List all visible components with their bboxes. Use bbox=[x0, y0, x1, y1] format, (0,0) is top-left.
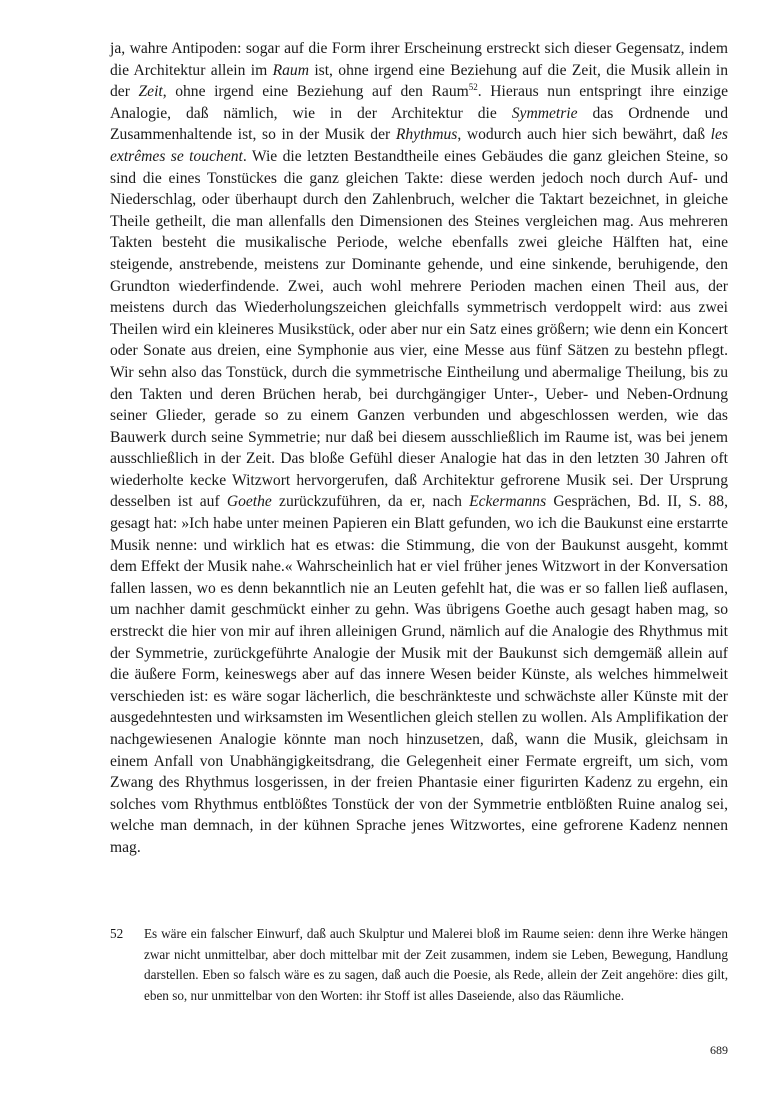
text-run: . Wie die letzten Bestandtheile eines Gebäudes die ganz gleichen Steine, so sind die eines Tonstückes die ganz gleichen Takte: diese werden jedoch noch durch Auf- und Niederschlag, oder überhaupt durch den Zahlenbruch, welcher die Taktart bezeichnet, in gleiche Theile getheilt, die man allenfalls den Dimensionen des Steines vergleichen mag. Aus mehreren Takten besteht die musikalische Periode, welche ebenfalls zwei gleiche Hälften hat, eine steigende, anstrebende, meistens zur Dominante gehende, und eine sinkende, beruhigende, den Grundton wiederfindende. Zwei, auch wohl mehrere Perioden machen einen Theil aus, der meistens durch das Wiederholungszeichen gleichfalls symmetrisch verdoppelt wird: aus zwei Theilen wird ein kleineres Musikstück, oder aber nur ein Satz eines größern; wie denn ein Koncert oder Sonate aus dreien, eine Symphonie aus vier, eine Messe aus fünf Sätzen zu bestehn pflegt. Wir sehn also das Tonstück, durch die symmetrische Eintheilung und abermalige Theilung, bis zu den Takten und deren Brüchen herab, bei durchgängiger Unter-, Ueber- und Neben-Ordnung seiner Glieder, gerade so zu einem Ganzen verbunden und abgeschlossen werden, wie das Bauwerk durch seine Symmetrie; nur daß bei diesem ausschließlich im Raume ist, was bei jenem ausschließlich in der Zeit. Das bloße Gefühl dieser Analogie hat das in den letzten 30 Jahren oft wiederholte kecke Witzwort hervorgerufen, daß Architektur gefrorene Musik sei. Der Ursprung desselben ist auf bbox=[110, 147, 728, 511]
emphasis-les-extremes: les extrêmes se touchent bbox=[110, 126, 728, 165]
emphasis-rhythmus: Rhythmus bbox=[395, 126, 458, 144]
footnote-reference[interactable]: 52 bbox=[468, 82, 478, 93]
text-run: Gesprächen, Bd. II, S. 88, gesagt hat: »Ich habe unter meinen Papieren ein Blatt gefunden, wo ich die Baukunst eine erstarrte Musik nenne: und wirklich hat es etwas: die Stimmung, die von der Baukunst ausgeht, kommt dem Effekt der Musik nahe.« Wahrscheinlich hat er viel früher jenes Witzwort in der Konversation fallen lassen, wo es denn bekanntlich nie an Leuten gefehlt hat, die was er so fallen ließ auflasen, um nachher damit geschmückt einher zu gehn. Was übrigens Goethe auch gesagt haben mag, so erstreckt die hier von mir auf ihren alleinigen Grund, nämlich auf die Analogie des Rhythmus mit der Symmetrie, zurückgeführte Analogie der Musik mit der Baukunst sich demgemäß allein auf die äußere Form, keineswegs aber auf das innere Wesen beider Künste, als welches himmelweit verschieden ist: es wäre sogar lächerlich, die beschränkteste und schwächste aller Künste mit der ausgedehntesten und wirksamsten im Wesentlichen gleich stellen zu wollen. Als Amplifikation der nachgewiesenen Analogie könnte man noch hinzusetzen, daß, wann die Musik, gleichsam in einem Anfall von Unabhängigkeitsdrang, die Gelegenheit einer Fermate ergreift, um sich, vom Zwang des Rhythmus losgerissen, in der freien Phantasie einer figurirten Kadenz zu ergehn, ein solches vom Rhythmus entblößtes Tonstück der von der Symmetrie entblößten Ruine analog sei, welche man demnach, in der kühnen Sprache jenes Witzwortes, eine gefrorene Kadenz nennen mag. bbox=[110, 493, 728, 856]
emphasis-eckermanns: Eckermanns bbox=[469, 493, 547, 511]
main-text bbox=[110, 38, 728, 859]
footnote-number: 52 bbox=[110, 926, 124, 941]
emphasis-zeit: Zeit bbox=[138, 83, 163, 101]
footnote bbox=[110, 924, 728, 1006]
text-run: , wodurch auch hier sich bewährt, daß bbox=[457, 126, 711, 144]
text-run: zurückzuführen, da er, nach bbox=[271, 493, 470, 511]
text-run: ja, wahre Antipoden: sogar auf die Form ihrer Erscheinung erstreckt sich dieser Gegensatz, indem die Architektur allein im bbox=[110, 40, 728, 79]
footnote-text: Es wäre ein falscher Einwurf, daß auch Skulptur und Malerei bloß im Raume seien: denn ihre Werke hängen zwar nicht unmittelbar, aber doch mittelbar mit der Zeit zusammen, indem sie Leben, Bewegung, Handlung darstellen. Eben so falsch wäre es zu sagen, daß auch die Poesie, als Rede, allein der Zeit angehöre: dies gilt, eben so, nur unmittelbar von den Worten: ihr Stoff ist alles Daseiende, also das Räumliche. bbox=[144, 926, 728, 1003]
emphasis-symmetrie: Symmetrie bbox=[511, 104, 578, 122]
emphasis-raum: Raum bbox=[272, 61, 309, 79]
text-run: das Ordnende und Zusammenhaltende ist, so in der Musik der bbox=[110, 104, 729, 144]
page-number: 689 bbox=[710, 1043, 728, 1057]
emphasis-goethe: Goethe bbox=[226, 493, 272, 511]
text-run: . Hieraus nun entspringt ihre einzige Analogie, daß nämlich, wie in der Architektur die bbox=[110, 83, 729, 122]
text-run: ist, ohne irgend eine Beziehung auf die Zeit, die Musik allein in der bbox=[110, 61, 728, 101]
text-run: , ohne irgend eine Beziehung auf den Raum bbox=[162, 83, 469, 101]
body-paragraph bbox=[110, 38, 728, 859]
